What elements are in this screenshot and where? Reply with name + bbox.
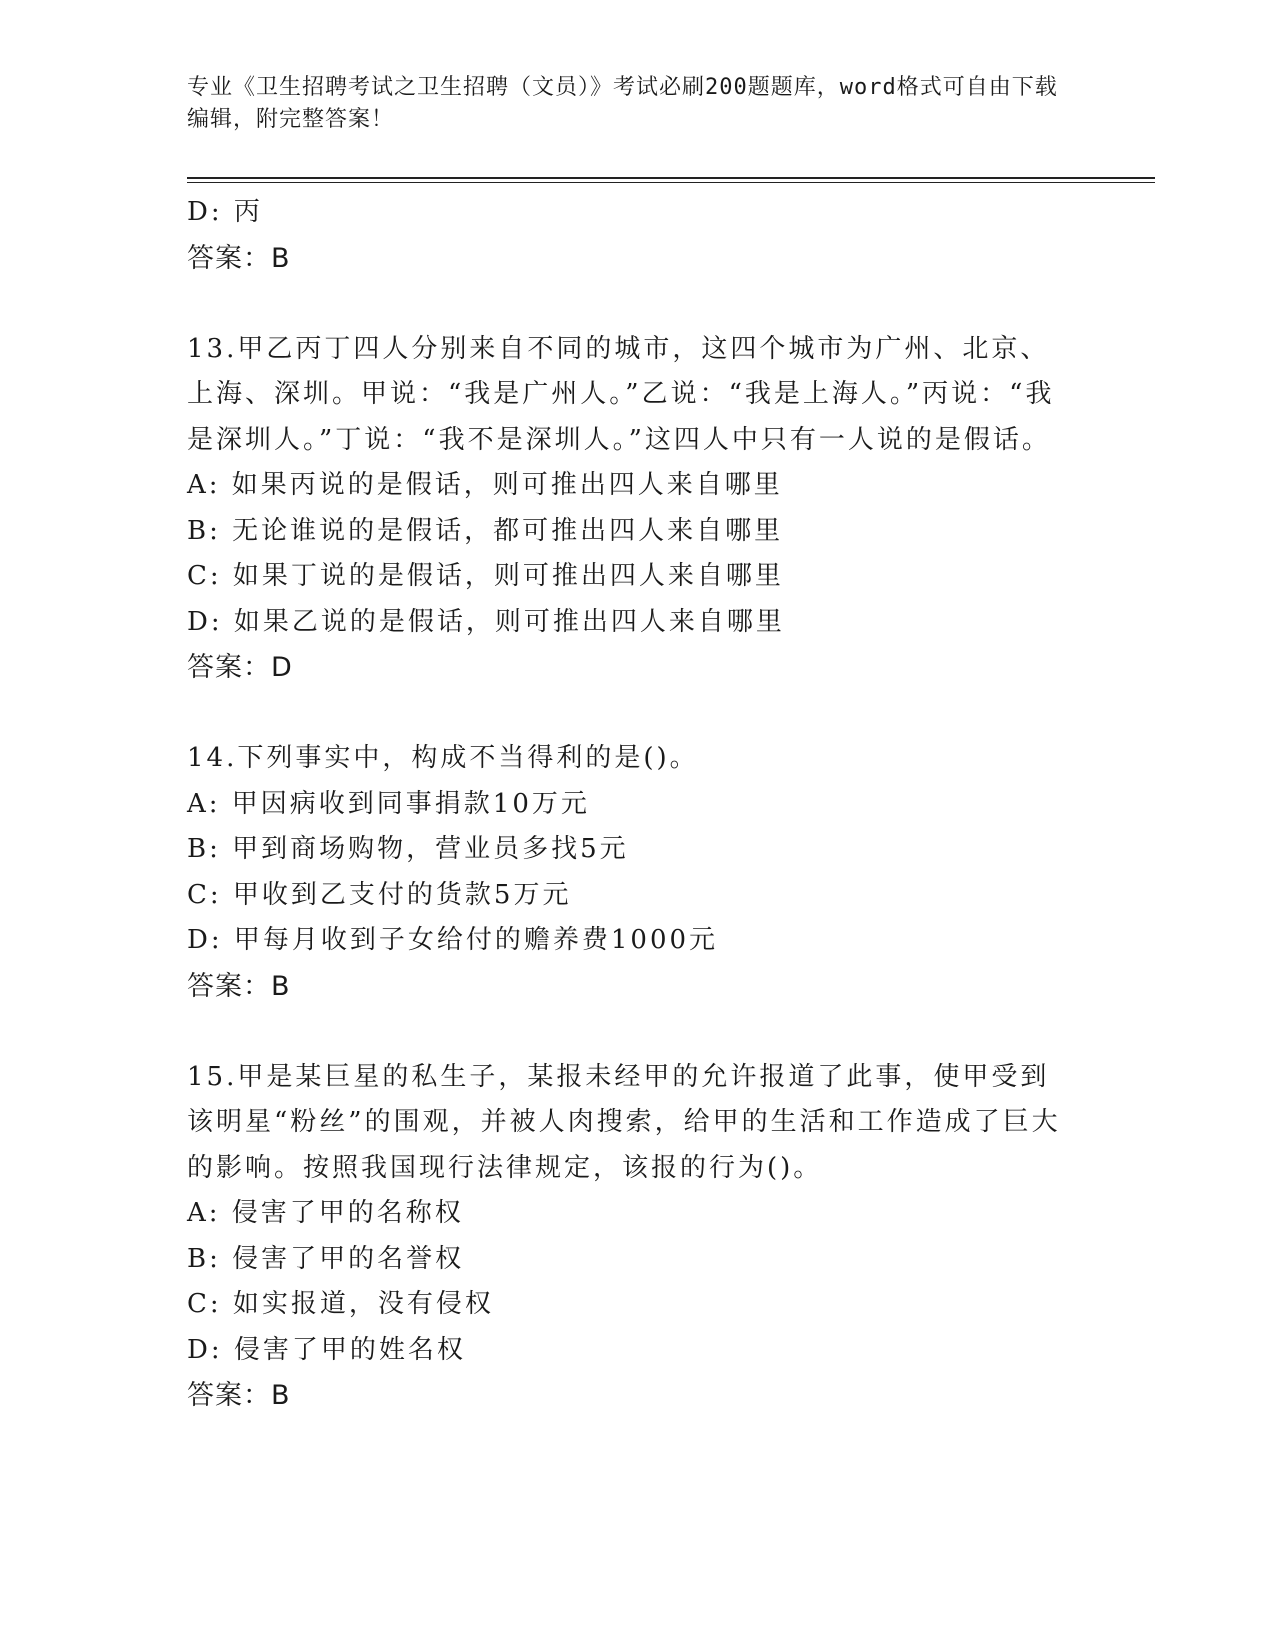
answer: 答案：B bbox=[187, 242, 291, 274]
option-b: B: 甲到商场购物，营业员多找5元 bbox=[187, 834, 629, 864]
question-14 bbox=[187, 736, 1087, 1009]
header-rule-thin bbox=[187, 182, 1155, 183]
question-text: 13.甲乙丙丁四人分别来自不同的城市，这四个城市为广州、北京、上海、深圳。甲说：“我是广州人。”乙说：“我是上海人。”丙说：“我是深圳人。”丁说：“我不是深圳人。”这四人中只有一人说的是假话。 bbox=[187, 333, 1055, 455]
option-c: C: 如实报道，没有侵权 bbox=[187, 1289, 494, 1319]
option-a: A: 甲因病收到同事捐款10万元 bbox=[187, 788, 590, 819]
option-b: B: 无论谁说的是假话，都可推出四人来自哪里 bbox=[187, 515, 784, 546]
option-b: B: 侵害了甲的名誉权 bbox=[187, 1243, 465, 1274]
question-text: 14.下列事实中，构成不当得利的是()。 bbox=[187, 743, 699, 773]
option-d: D: 侵害了甲的姓名权 bbox=[187, 1334, 466, 1365]
option-d: D: 如果乙说的是假话，则可推出四人来自哪里 bbox=[187, 606, 785, 637]
answer: 答案：B bbox=[187, 970, 291, 1002]
question-13 bbox=[187, 327, 1087, 691]
document-body bbox=[187, 190, 1087, 1419]
question-15 bbox=[187, 1055, 1087, 1419]
option-c: C: 甲收到乙支付的货款5万元 bbox=[187, 879, 572, 910]
option-a: A: 侵害了甲的名称权 bbox=[187, 1198, 464, 1228]
option-c: C: 如果丁说的是假话，则可推出四人来自哪里 bbox=[187, 561, 784, 591]
page-header: 专业《卫生招聘考试之卫生招聘（文员）》考试必刷200题题库，word格式可自由下载编辑，附完整答案！ bbox=[187, 75, 1058, 132]
question-text: 15.甲是某巨星的私生子，某报未经甲的允许报道了此事，使甲受到该明星“粉丝”的围观，并被人肉搜索，给甲的生活和工作造成了巨大的影响。按照我国现行法律规定，该报的行为()。 bbox=[187, 1061, 1061, 1183]
option-a: A: 如果丙说的是假话，则可推出四人来自哪里 bbox=[187, 470, 783, 500]
option-d: D: 丙 bbox=[187, 197, 263, 227]
option-d: D: 甲每月收到子女给付的赡养费1000元 bbox=[187, 925, 719, 955]
answer: 答案：D bbox=[187, 652, 293, 683]
answer: 答案：B bbox=[187, 1380, 291, 1411]
header-rule bbox=[187, 177, 1155, 179]
